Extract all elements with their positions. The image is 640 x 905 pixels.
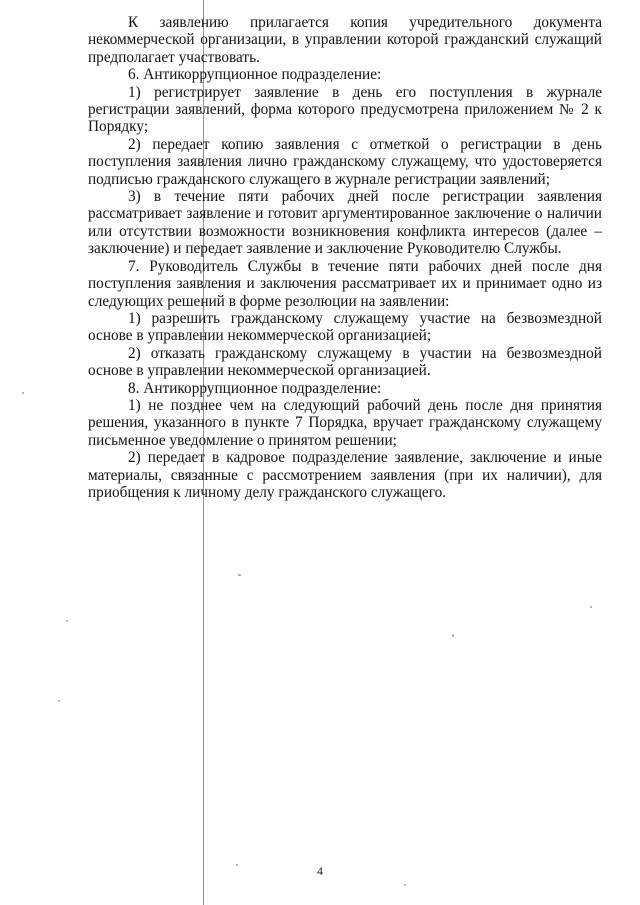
scan-speck xyxy=(66,620,68,622)
scan-speck xyxy=(22,392,24,394)
paragraph-item-6-2: 2) передает копию заявления с отметкой о регистрации в день поступления заявления лично гражданскому служащему, что удостоверяется подписью гражданского служащего в журнале регистрации заявлений; xyxy=(88,135,602,188)
document-body xyxy=(88,14,602,501)
scan-speck xyxy=(404,884,406,886)
paragraph-item-8-heading: 8. Антикоррупционное подразделение: xyxy=(128,379,382,397)
paragraph-item-8-1: 1) не позднее чем на следующий рабочий день после дня принятия решения, указанного в пункте 7 Порядка, вручает гражданскому служащему письменное уведомление о принятом решении; xyxy=(88,396,602,449)
scan-speck xyxy=(590,606,592,608)
paragraph-item-7-2: 2) отказать гражданскому служащему в участии на безвозмездной основе в управлении некоммерческой организацией. xyxy=(88,344,602,380)
scan-speck xyxy=(58,700,60,702)
paragraph-item-6-1: 1) регистрирует заявление в день его поступления в журнале регистрации заявлений, форма которого предусмотрена приложением № 2 к Порядку; xyxy=(88,83,602,136)
scan-speck xyxy=(238,574,241,576)
paragraph-item-6-heading: 6. Антикоррупционное подразделение: xyxy=(128,66,382,84)
paragraph-item-8-2: 2) передает в кадровое подразделение заявление, заключение и иные материалы, связанные с рассмотрением заявления (при их наличии), для приобщения к личному делу гражданского служащего. xyxy=(88,449,602,501)
paragraph-item-6-3: 3) в течение пяти рабочих дней после регистрации заявления рассматривает заявление и готовит аргументированное заключение о наличии или отсутствии возможности возникновения конфликта интересов (далее – заключение) и передает заявление и заключение Руководителю Службы. xyxy=(88,188,602,258)
paragraph-item-7-1: 1) разрешить гражданскому служащему участие на безвозмездной основе в управлении некоммерческой организацией; xyxy=(88,309,602,345)
page-number: 4 xyxy=(317,864,323,878)
paragraph-attachment-note: К заявлению прилагается копия учредительного документа некоммерческой организации, в управлении которой гражданский служащий предполагает участвовать. xyxy=(88,14,602,66)
paragraph-item-7-heading: 7. Руководитель Службы в течение пяти рабочих дней после дня поступления заявления и заключения рассматривает их и принимает одно из следующих решений в форме резолюции на заявлении: xyxy=(88,257,602,310)
scan-speck xyxy=(452,634,454,637)
